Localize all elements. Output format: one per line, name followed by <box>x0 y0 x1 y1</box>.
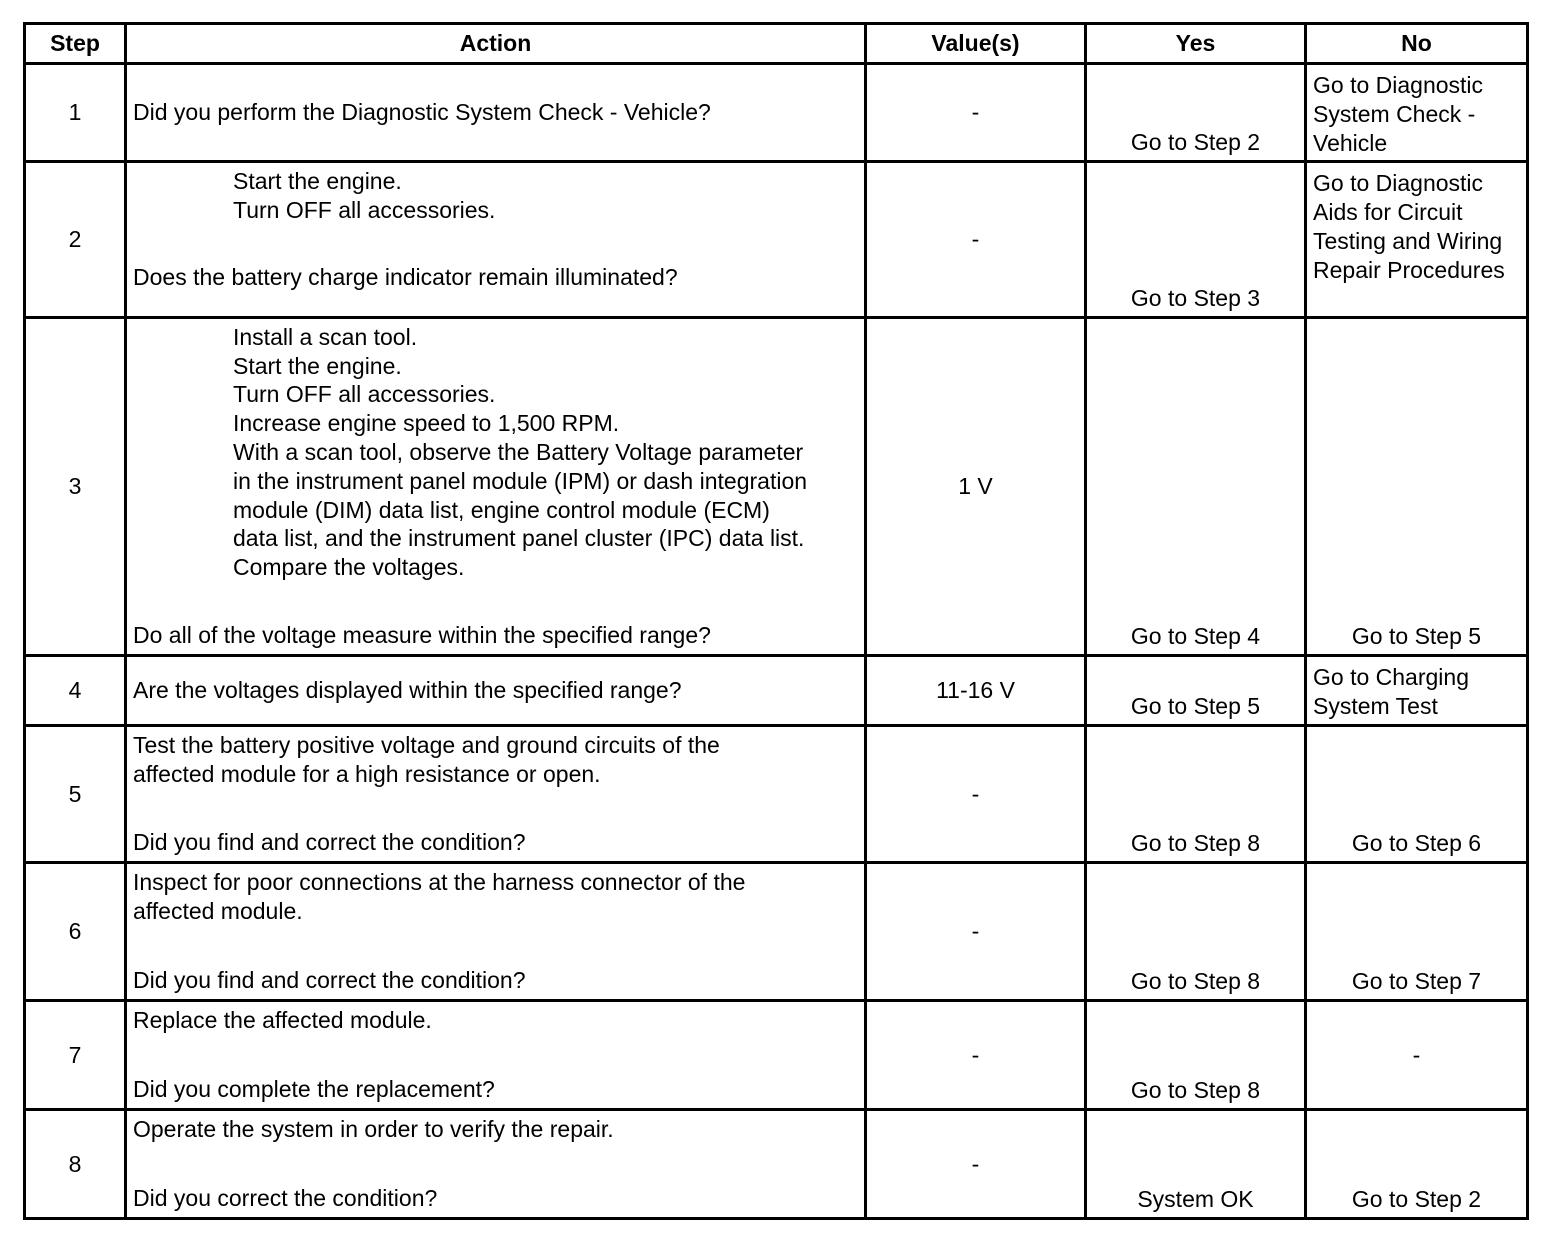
action-bullets <box>133 323 858 582</box>
header-row <box>25 24 1528 64</box>
yes-text: Go to Step 4 <box>1130 622 1261 649</box>
action-question: Did you correct the condition? <box>133 1185 438 1212</box>
yes-cell <box>1086 1110 1306 1219</box>
action-bullet: module (DIM) data list, engine control module (ECM) <box>233 496 770 523</box>
step-number: 3 <box>25 318 126 656</box>
header-action: Action <box>126 24 866 64</box>
no-cell <box>1306 656 1528 726</box>
yes-text: Go to Step 8 <box>1130 967 1261 994</box>
value-cell: - <box>866 863 1086 1001</box>
no-cell <box>1306 1001 1528 1110</box>
yes-text: Go to Step 8 <box>1130 1076 1261 1103</box>
action-cell <box>126 162 866 318</box>
step-number: 8 <box>25 1110 126 1219</box>
header-yes: Yes <box>1086 24 1306 64</box>
action-text <box>133 731 858 789</box>
value-cell: - <box>866 1001 1086 1110</box>
action-question: Are the voltages displayed within the specified range? <box>133 676 682 703</box>
no-cell <box>1306 863 1528 1001</box>
value-cell: - <box>866 726 1086 863</box>
no-text: Go to Step 5 <box>1351 622 1482 649</box>
action-cell <box>126 656 866 726</box>
yes-cell <box>1086 318 1306 656</box>
yes-text: System OK <box>1137 1185 1254 1212</box>
action-bullet: data list, and the instrument panel cluster (IPC) data list. <box>233 525 805 552</box>
yes-text: Go to Step 5 <box>1130 692 1261 719</box>
table-row <box>25 863 1528 1001</box>
action-line: affected module for a high resistance or open. <box>133 760 601 787</box>
table-row <box>25 64 1528 162</box>
action-cell <box>126 1110 866 1219</box>
value-cell: - <box>866 64 1086 162</box>
action-bullet: Install a scan tool. <box>233 323 418 350</box>
action-bullet: Turn OFF all accessories. <box>233 196 496 223</box>
action-bullet: Increase engine speed to 1,500 RPM. <box>233 410 620 437</box>
no-cell <box>1306 64 1528 162</box>
value-cell: 11-16 V <box>866 656 1086 726</box>
no-text: Go to Diagnostic System Check - Vehicle <box>1313 72 1484 156</box>
value-cell: 1 V <box>866 318 1086 656</box>
action-cell <box>126 64 866 162</box>
action-bullet: Compare the voltages. <box>233 554 465 581</box>
action-question: Did you find and correct the condition? <box>133 967 526 994</box>
step-number: 2 <box>25 162 126 318</box>
action-bullet: Start the engine. <box>233 352 402 379</box>
value-cell: - <box>866 162 1086 318</box>
header-no: No <box>1306 24 1528 64</box>
header-step: Step <box>25 24 126 64</box>
no-cell <box>1306 318 1528 656</box>
no-text: Go to Step 6 <box>1351 829 1482 856</box>
yes-text: Go to Step 2 <box>1130 128 1261 155</box>
action-line: Operate the system in order to verify the repair. <box>133 1115 614 1142</box>
no-text: Go to Step 2 <box>1351 1185 1482 1212</box>
table-row <box>25 656 1528 726</box>
step-number: 5 <box>25 726 126 863</box>
yes-cell <box>1086 162 1306 318</box>
action-bullet: Turn OFF all accessories. <box>233 381 496 408</box>
action-question: Do all of the voltage measure within the specified range? <box>133 622 711 649</box>
action-bullet: With a scan tool, observe the Battery Voltage parameter <box>233 439 804 466</box>
step-number: 6 <box>25 863 126 1001</box>
table-row <box>25 162 1528 318</box>
action-cell <box>126 863 866 1001</box>
action-question: Does the battery charge indicator remain illuminated? <box>133 264 678 291</box>
action-line: Replace the affected module. <box>133 1006 432 1033</box>
action-cell <box>126 726 866 863</box>
action-question: Did you find and correct the condition? <box>133 829 526 856</box>
action-bullets <box>133 167 858 225</box>
yes-cell <box>1086 656 1306 726</box>
value-cell: - <box>866 1110 1086 1219</box>
yes-text: Go to Step 3 <box>1130 284 1261 311</box>
step-number: 7 <box>25 1001 126 1110</box>
step-number: 1 <box>25 64 126 162</box>
yes-cell <box>1086 64 1306 162</box>
table-row <box>25 1110 1528 1219</box>
action-question: Did you perform the Diagnostic System Check - Vehicle? <box>133 98 711 125</box>
yes-cell <box>1086 863 1306 1001</box>
header-values: Value(s) <box>866 24 1086 64</box>
no-text: Go to Charging System Test <box>1313 664 1469 720</box>
action-cell <box>126 318 866 656</box>
action-line: Inspect for poor connections at the harness connector of the <box>133 868 746 895</box>
table-row <box>25 318 1528 656</box>
no-cell <box>1306 162 1528 318</box>
no-text: Go to Step 7 <box>1351 967 1482 994</box>
action-line: affected module. <box>133 897 303 924</box>
no-cell <box>1306 726 1528 863</box>
action-question: Did you complete the replacement? <box>133 1076 495 1103</box>
yes-cell <box>1086 1001 1306 1110</box>
no-cell <box>1306 1110 1528 1219</box>
action-text <box>133 868 858 926</box>
action-line: Test the battery positive voltage and ground circuits of the <box>133 731 720 758</box>
step-number: 4 <box>25 656 126 726</box>
action-bullet: in the instrument panel module (IPM) or dash integration <box>233 467 808 494</box>
table-row <box>25 1001 1528 1110</box>
action-bullet: Start the engine. <box>233 167 402 194</box>
diagnostic-table <box>23 22 1529 1220</box>
table-row <box>25 726 1528 863</box>
yes-text: Go to Step 8 <box>1130 829 1261 856</box>
no-text: - <box>1412 1041 1421 1068</box>
no-text: Go to Diagnostic Aids for Circuit Testing and Wiring Repair Procedures <box>1313 170 1505 283</box>
action-cell <box>126 1001 866 1110</box>
yes-cell <box>1086 726 1306 863</box>
